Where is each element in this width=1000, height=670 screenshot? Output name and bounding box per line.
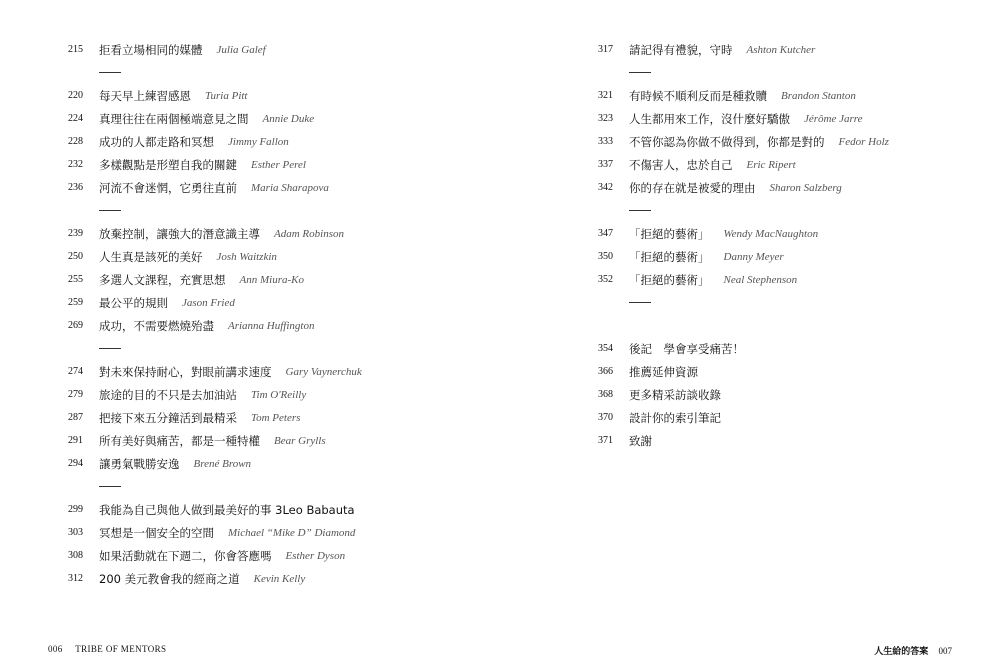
toc-entry xyxy=(68,406,508,429)
toc-entry xyxy=(68,291,508,314)
page-number: 250 xyxy=(68,251,83,262)
author-name: Ann Miura-Ko xyxy=(239,273,304,286)
toc-entry xyxy=(68,84,508,107)
toc-left-column xyxy=(68,38,508,590)
author-name: Bear Grylls xyxy=(274,434,326,447)
page-number: 215 xyxy=(68,44,83,55)
author-name: Sharon Salzberg xyxy=(769,181,842,194)
left-page-number: 006 xyxy=(48,644,63,654)
section-separator xyxy=(68,61,508,84)
author-name: Jimmy Fallon xyxy=(228,135,289,148)
page-number: 317 xyxy=(598,44,613,55)
toc-entry xyxy=(68,498,508,521)
page-number: 342 xyxy=(598,182,613,193)
author-name: Turia Pitt xyxy=(205,89,248,102)
chapter-title-footer: 人生給的答案 xyxy=(874,647,929,657)
page-number: 321 xyxy=(598,90,613,101)
page-number: 255 xyxy=(68,274,83,285)
chapter-title: 每天早上練習感恩 xyxy=(99,88,191,103)
toc-entry xyxy=(68,521,508,544)
page-number: 347 xyxy=(598,228,613,239)
toc-entry xyxy=(598,337,978,360)
spacer xyxy=(598,314,978,337)
toc-entry xyxy=(598,268,978,291)
chapter-title: 旅途的目的不只是去加油站 xyxy=(99,387,237,402)
page-number: 312 xyxy=(68,573,83,584)
author-name: Neal Stephenson xyxy=(723,273,798,286)
author-name: Kevin Kelly xyxy=(253,572,306,585)
author-name: Eric Ripert xyxy=(746,158,796,171)
section-separator xyxy=(68,337,508,360)
toc-entry xyxy=(68,107,508,130)
toc-entry xyxy=(598,222,978,245)
page-number: 333 xyxy=(598,136,613,147)
page-number: 352 xyxy=(598,274,613,285)
section-separator xyxy=(598,199,978,222)
page-number: 370 xyxy=(598,412,613,423)
separator-line xyxy=(629,72,651,73)
toc-entry xyxy=(598,84,978,107)
toc-entry xyxy=(68,383,508,406)
chapter-title: 人生真是該死的美好 xyxy=(99,249,203,264)
chapter-title: 冥想是一個安全的空間 xyxy=(99,525,214,540)
toc-entry xyxy=(598,429,978,452)
book-title-footer: TRIBE OF MENTORS xyxy=(75,644,167,654)
author-name: Gary Vaynerchuk xyxy=(285,365,362,378)
page-number: 303 xyxy=(68,527,83,538)
chapter-title: 「拒絕的藝術」 xyxy=(629,272,710,287)
chapter-title: 你的存在就是被愛的理由 xyxy=(629,180,756,195)
chapter-title: 成功的人都走路和冥想 xyxy=(99,134,214,149)
page-number: 350 xyxy=(598,251,613,262)
chapter-title: 放棄控制，讓強大的潛意識主導 xyxy=(99,226,260,241)
chapter-title: 多選人文課程，充實思想 xyxy=(99,272,226,287)
section-separator xyxy=(598,291,978,314)
page-number: 366 xyxy=(598,366,613,377)
page-number: 224 xyxy=(68,113,83,124)
page-number: 259 xyxy=(68,297,83,308)
separator-line xyxy=(99,210,121,211)
page-number: 337 xyxy=(598,159,613,170)
chapter-title: 拒看立場相同的媒體 xyxy=(99,42,203,57)
chapter-title: 如果活動就在下週二，你會答應嗎 xyxy=(99,548,272,563)
page-number: 279 xyxy=(68,389,83,400)
toc-entry xyxy=(68,176,508,199)
chapter-title: 有時候不順利反而是種救贖 xyxy=(629,88,767,103)
page-number: 228 xyxy=(68,136,83,147)
chapter-title: 更多精采訪談收錄 xyxy=(629,387,721,402)
page-number: 232 xyxy=(68,159,83,170)
author-name: Esther Perel xyxy=(251,158,306,171)
toc-entry xyxy=(598,383,978,406)
toc-entry xyxy=(68,452,508,475)
toc-right-column xyxy=(598,38,978,452)
chapter-title: 「拒絕的藝術」 xyxy=(629,249,710,264)
page-number: 287 xyxy=(68,412,83,423)
toc-entry xyxy=(68,130,508,153)
footer-left xyxy=(48,644,166,654)
toc-entry xyxy=(598,153,978,176)
toc-entry xyxy=(598,130,978,153)
chapter-title: 河流不會迷惘，它勇往直前 xyxy=(99,180,237,195)
chapter-title: 對未來保持耐心，對眼前講求速度 xyxy=(99,364,272,379)
chapter-title: 「拒絕的藝術」 xyxy=(629,226,710,241)
chapter-title: 多樣觀點是形塑自我的關鍵 xyxy=(99,157,237,172)
section-separator xyxy=(598,61,978,84)
author-name: Arianna Huffington xyxy=(228,319,315,332)
page-number: 323 xyxy=(598,113,613,124)
author-name: Jérôme Jarre xyxy=(804,112,863,125)
chapter-title: 我能為自己與他人做到最美好的事 3Leo Babauta xyxy=(99,502,355,517)
author-name: Michael “Mike D” Diamond xyxy=(228,526,356,539)
chapter-title: 人生都用來工作，沒什麼好驕傲 xyxy=(629,111,790,126)
author-name: Jason Fried xyxy=(182,296,235,309)
chapter-title: 讓勇氣戰勝安逸 xyxy=(99,456,180,471)
toc-entry xyxy=(598,176,978,199)
author-name: Esther Dyson xyxy=(285,549,346,562)
toc-entry xyxy=(68,544,508,567)
section-separator xyxy=(68,199,508,222)
footer-right xyxy=(874,644,952,657)
author-name: Fedor Holz xyxy=(838,135,889,148)
toc-entry xyxy=(68,38,508,61)
chapter-title: 最公平的規則 xyxy=(99,295,168,310)
chapter-title: 設計你的索引筆記 xyxy=(629,410,721,425)
separator-line xyxy=(99,486,121,487)
author-name: Annie Duke xyxy=(262,112,315,125)
page-number: 269 xyxy=(68,320,83,331)
page-number: 371 xyxy=(598,435,613,446)
author-name: Danny Meyer xyxy=(723,250,784,263)
author-name: Maria Sharapova xyxy=(251,181,329,194)
toc-entry xyxy=(598,360,978,383)
author-name: Wendy MacNaughton xyxy=(723,227,819,240)
toc-entry xyxy=(68,268,508,291)
toc-entry xyxy=(68,360,508,383)
author-name: Adam Robinson xyxy=(274,227,344,240)
section-separator xyxy=(68,475,508,498)
chapter-title: 真理往往在兩個極端意見之間 xyxy=(99,111,249,126)
toc-entry xyxy=(598,107,978,130)
toc-entry xyxy=(68,245,508,268)
toc-entry xyxy=(68,222,508,245)
page-number: 274 xyxy=(68,366,83,377)
chapter-title: 不管你認為你做不做得到，你都是對的 xyxy=(629,134,825,149)
separator-line xyxy=(629,210,651,211)
page-number: 294 xyxy=(68,458,83,469)
chapter-title: 200 美元教會我的經商之道 xyxy=(99,571,240,586)
right-page-number: 007 xyxy=(938,646,952,656)
page-number: 239 xyxy=(68,228,83,239)
chapter-title: 後記 學會享受痛苦！ xyxy=(629,341,744,356)
chapter-title: 不傷害人，忠於自己 xyxy=(629,157,733,172)
page-number: 354 xyxy=(598,343,613,354)
page-number: 299 xyxy=(68,504,83,515)
toc-entry xyxy=(68,153,508,176)
author-name: Brené Brown xyxy=(193,457,252,470)
author-name: Ashton Kutcher xyxy=(746,43,816,56)
author-name: Tim O'Reilly xyxy=(251,388,307,401)
page-number: 368 xyxy=(598,389,613,400)
toc-entry xyxy=(598,245,978,268)
toc-entry xyxy=(68,567,508,590)
separator-line xyxy=(99,72,121,73)
author-name: Julia Galef xyxy=(216,43,266,56)
separator-line xyxy=(629,302,651,303)
chapter-title: 成功，不需要燃燒殆盡 xyxy=(99,318,214,333)
author-name: Brandon Stanton xyxy=(781,89,856,102)
toc-entry xyxy=(598,406,978,429)
chapter-title: 致謝 xyxy=(629,433,652,448)
page-number: 291 xyxy=(68,435,83,446)
separator-line xyxy=(99,348,121,349)
chapter-title: 把接下來五分鐘活到最精采 xyxy=(99,410,237,425)
toc-entry xyxy=(68,429,508,452)
page-number: 308 xyxy=(68,550,83,561)
toc-entry xyxy=(598,38,978,61)
page-number: 236 xyxy=(68,182,83,193)
author-name: Josh Waitzkin xyxy=(216,250,277,263)
author-name: Tom Peters xyxy=(251,411,301,424)
chapter-title: 推薦延伸資源 xyxy=(629,364,698,379)
toc-entry xyxy=(68,314,508,337)
chapter-title: 請記得有禮貌，守時 xyxy=(629,42,733,57)
page-number: 220 xyxy=(68,90,83,101)
chapter-title: 所有美好與痛苦，都是一種特權 xyxy=(99,433,260,448)
